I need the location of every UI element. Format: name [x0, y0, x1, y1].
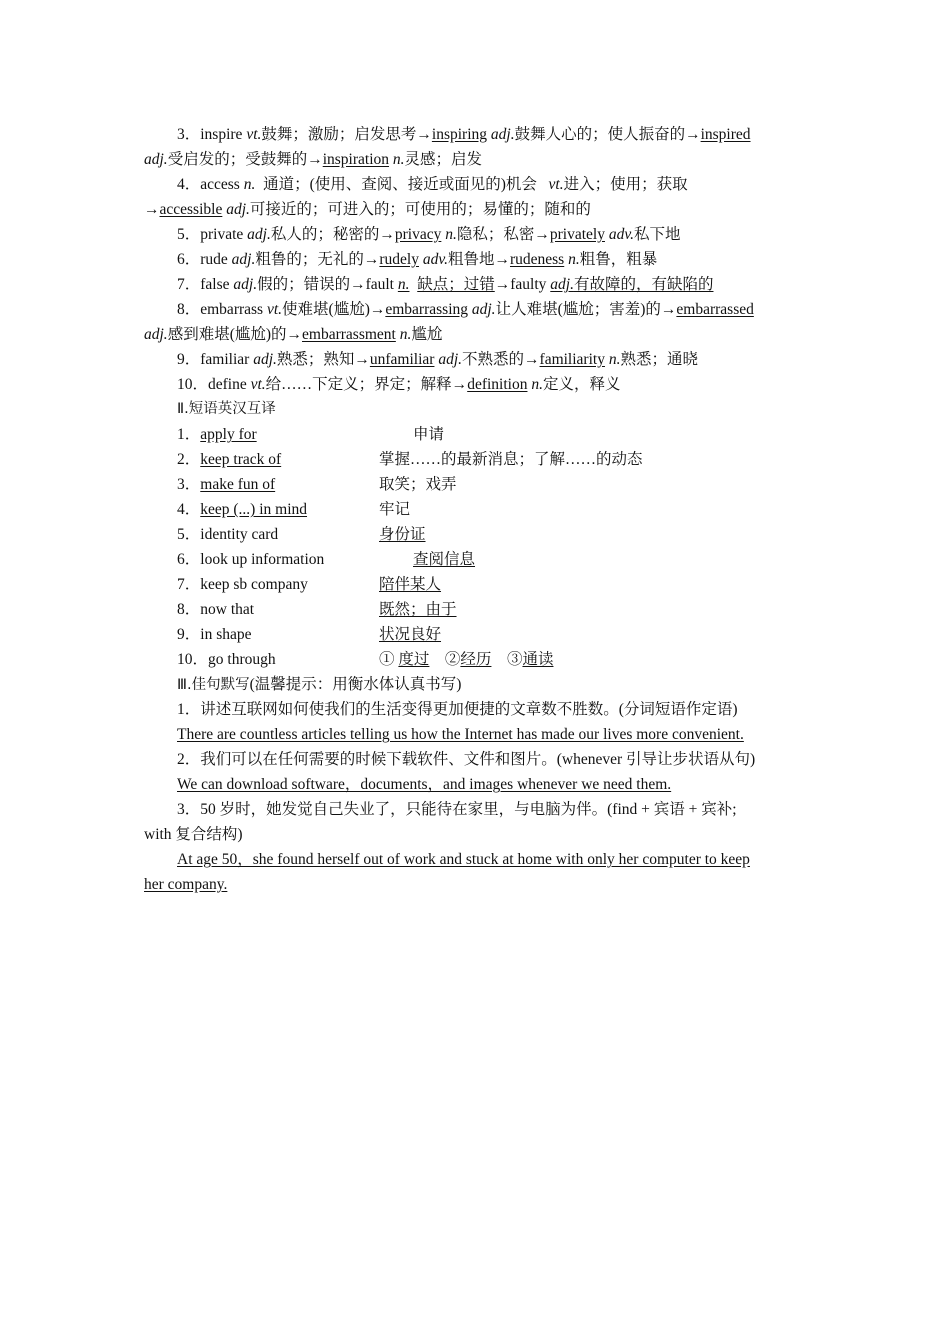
vocab-item-familiar — [144, 347, 807, 372]
pos: n. — [608, 351, 621, 368]
arrow: → — [144, 201, 160, 218]
phrase-row — [144, 422, 807, 447]
option-answer: 度过 — [398, 651, 430, 668]
phrase-number: 5． — [177, 526, 201, 543]
vocab-item-access — [144, 172, 807, 197]
meaning: 灵感；启发 — [404, 151, 483, 168]
pos: adj. — [231, 251, 256, 268]
phrase-chinese: 取笑；戏弄 — [379, 476, 457, 493]
phrase-chinese: 牢记 — [379, 501, 411, 518]
sentence-answer-1: There are countless articles telling us how the Internet has made our lives more convenient. — [177, 726, 744, 743]
phrase-number: 7． — [177, 576, 201, 593]
sentence-answer-3-cont: her company. — [144, 876, 228, 893]
section-note: (温馨提示：用衡水体认真书写) — [249, 676, 462, 693]
phrase-row — [144, 472, 807, 497]
answer: familiarity — [539, 351, 605, 368]
phrase-chinese: 申请 — [413, 426, 445, 443]
phrase-row — [144, 622, 807, 647]
sentence-answer-1-row — [144, 722, 807, 747]
phrase-english: keep sb company — [200, 576, 308, 593]
sentence-answer-2-row — [144, 772, 807, 797]
pos: adj. — [144, 151, 168, 168]
word: 6．rude — [177, 251, 232, 268]
phrase-number: 2． — [177, 451, 201, 468]
pos: adj. — [438, 351, 463, 368]
phrase-english: in shape — [200, 626, 252, 643]
meaning: 不熟悉的→ — [462, 351, 540, 368]
meaning: 隐私；私密→ — [456, 226, 550, 243]
phrase-row — [144, 447, 807, 472]
answer: definition — [467, 376, 528, 393]
phrase-english: identity card — [200, 526, 279, 543]
meaning: 鼓舞人心的；使人振奋的→ — [514, 126, 701, 143]
meaning: 私人的；秘密的→ — [270, 226, 395, 243]
word: 8．embarrass — [177, 301, 267, 318]
pos: vt. — [250, 376, 266, 393]
phrase-row — [144, 572, 807, 597]
sentence-question-3: 3．50 岁时，她发觉自己失业了，只能待在家里，与电脑为伴。(find + 宾语 + 宾补; — [177, 801, 737, 818]
pos: adj. — [144, 326, 168, 343]
pos: adj. — [471, 301, 496, 318]
phrase-number: 8． — [177, 601, 201, 618]
phrase-list — [144, 422, 807, 647]
phrase-english: make fun of — [200, 476, 276, 493]
option-answer: 经历 — [460, 651, 492, 668]
pos: n. — [531, 376, 543, 393]
phrase-number: 6． — [177, 551, 201, 568]
meaning: 定义，释义 — [542, 376, 621, 393]
phrase-chinese: 陪伴某人 — [379, 576, 442, 593]
vocab-item-define — [144, 372, 807, 397]
meaning: 让人难堪(尴尬；害羞)的→ — [495, 301, 677, 318]
meaning: 受启发的；受鼓舞的→ — [167, 151, 323, 168]
option-marker: ② — [444, 651, 461, 668]
meaning: 感到难堪(尴尬)的→ — [167, 326, 303, 343]
phrase-row-go-through — [144, 647, 807, 672]
vocab-item-rude — [144, 247, 807, 272]
answer: 缺点；过错 — [417, 276, 495, 293]
pos: n. — [392, 151, 405, 168]
answer: inspired — [700, 126, 751, 143]
answer: embarrassment — [302, 326, 396, 343]
answer: accessible — [159, 201, 223, 218]
answer: embarrassing — [385, 301, 468, 318]
pos: adv. — [608, 226, 634, 243]
pos: adj. — [247, 226, 271, 243]
pos: adj. — [226, 201, 250, 218]
vocab-item-embarrass-cont — [144, 322, 807, 347]
phrase-row — [144, 547, 807, 572]
answer: inspiration — [322, 151, 390, 168]
pos: n. — [445, 226, 457, 243]
answer: privacy — [394, 226, 442, 243]
meaning: →faulty — [494, 276, 551, 293]
vocab-item-access-cont — [144, 197, 807, 222]
sentence-question-2: 2．我们可以在任何需要的时候下载软件、文件和图片。(whenever 引导让步状语从句) — [177, 751, 756, 768]
phrase-number: 10． — [177, 651, 209, 668]
phrase-number: 9． — [177, 626, 201, 643]
section-heading-sentences — [144, 672, 807, 697]
phrase-english: keep (...) in mind — [200, 501, 308, 518]
word: 5．private — [177, 226, 248, 243]
meaning: 鼓舞；激励；启发思考→ — [261, 126, 432, 143]
option-marker: ③ — [506, 651, 523, 668]
pos: n. — [568, 251, 580, 268]
answer: unfamiliar — [369, 351, 435, 368]
sentence-answer-2: We can download software，documents，and images whenever we need them. — [177, 776, 672, 793]
word: 4．access — [177, 176, 244, 193]
worksheet-page — [144, 122, 807, 897]
pos: n. — [399, 326, 412, 343]
phrase-chinese: 掌握……的最新消息；了解……的动态 — [379, 451, 643, 468]
section-heading-phrases: Ⅱ.短语英汉互译 — [177, 401, 276, 417]
answer: rudeness — [509, 251, 565, 268]
answer: rudely — [379, 251, 419, 268]
phrase-english: keep track of — [200, 451, 282, 468]
meaning: 粗鲁的；无礼的→ — [255, 251, 380, 268]
phrase-english: look up information — [200, 551, 325, 568]
sentence-answer-3-cont-row — [144, 872, 807, 897]
answer: embarrassed — [676, 301, 754, 318]
option-answer: 通读 — [522, 651, 554, 668]
meaning: 尴尬 — [411, 326, 443, 343]
meaning: 熟悉；通晓 — [620, 351, 698, 368]
vocab-item-embarrass — [144, 297, 807, 322]
meaning: 给……下定义；界定；解释→ — [265, 376, 468, 393]
vocab-item-false — [144, 272, 807, 297]
word: 3．inspire — [177, 126, 247, 143]
meaning: 粗鲁，粗暴 — [579, 251, 658, 268]
answer: privately — [549, 226, 605, 243]
meaning: 可接近的；可进入的；可使用的；易懂的；随和的 — [249, 201, 591, 218]
pos: adj. — [490, 126, 515, 143]
phrase-english: apply for — [200, 426, 257, 443]
meaning: 私下地 — [633, 226, 681, 243]
phrase-chinese-options — [379, 647, 553, 672]
sentence-answer-3: At age 50，she found herself out of work and stuck at home with only her computer to keep — [177, 851, 750, 868]
pos: vt. — [266, 301, 283, 318]
sentence-answer-3-row — [144, 847, 807, 872]
word: 10．define — [177, 376, 251, 393]
word: 9．familiar — [177, 351, 254, 368]
phrase-number: 4． — [177, 501, 201, 518]
word: 7．false — [177, 276, 234, 293]
vocab-item-private — [144, 222, 807, 247]
meaning: 使难堪(尴尬)→ — [282, 301, 386, 318]
meaning: 通道；(使用、查阅、接近或面见的)机会 — [263, 176, 537, 193]
pos: n. — [243, 176, 256, 193]
answer-pos: adj. — [550, 276, 574, 293]
pos: adv. — [422, 251, 448, 268]
phrase-row — [144, 522, 807, 547]
meaning: 粗鲁地→ — [447, 251, 510, 268]
meaning: 进入；使用；获取 — [563, 176, 688, 193]
option-marker: ① — [379, 651, 395, 668]
sentence-question-1: 1．讲述互联网如何使我们的生活变得更加便捷的文章数不胜数。(分词短语作定语) — [177, 701, 738, 718]
pos: vt. — [246, 126, 262, 143]
answer: inspiring — [431, 126, 488, 143]
phrase-number: 1． — [177, 426, 201, 443]
phrase-chinese: 既然；由于 — [379, 601, 457, 618]
phrase-chinese: 状况良好 — [379, 626, 442, 643]
phrase-row — [144, 497, 807, 522]
phrase-english: now that — [200, 601, 255, 618]
phrase-number: 3． — [177, 476, 201, 493]
answer: 有故障的，有缺陷的 — [573, 276, 714, 293]
pos: adj. — [233, 276, 258, 293]
section-heading: Ⅲ.佳句默写 — [177, 677, 250, 693]
pos: vt. — [548, 176, 564, 193]
phrase-english: go through — [208, 651, 276, 668]
sentence-question-3-cont: with 复合结构) — [144, 826, 243, 843]
phrase-chinese: 身份证 — [379, 526, 426, 543]
vocab-item-inspire-cont — [144, 147, 807, 172]
answer-pos: n. — [397, 276, 410, 293]
phrase-chinese: 查阅信息 — [413, 551, 476, 568]
phrase-row — [144, 597, 807, 622]
meaning: 假的；错误的→fault — [257, 276, 398, 293]
vocab-item-inspire — [144, 122, 807, 147]
meaning: 熟悉；熟知→ — [276, 351, 370, 368]
pos: adj. — [253, 351, 277, 368]
